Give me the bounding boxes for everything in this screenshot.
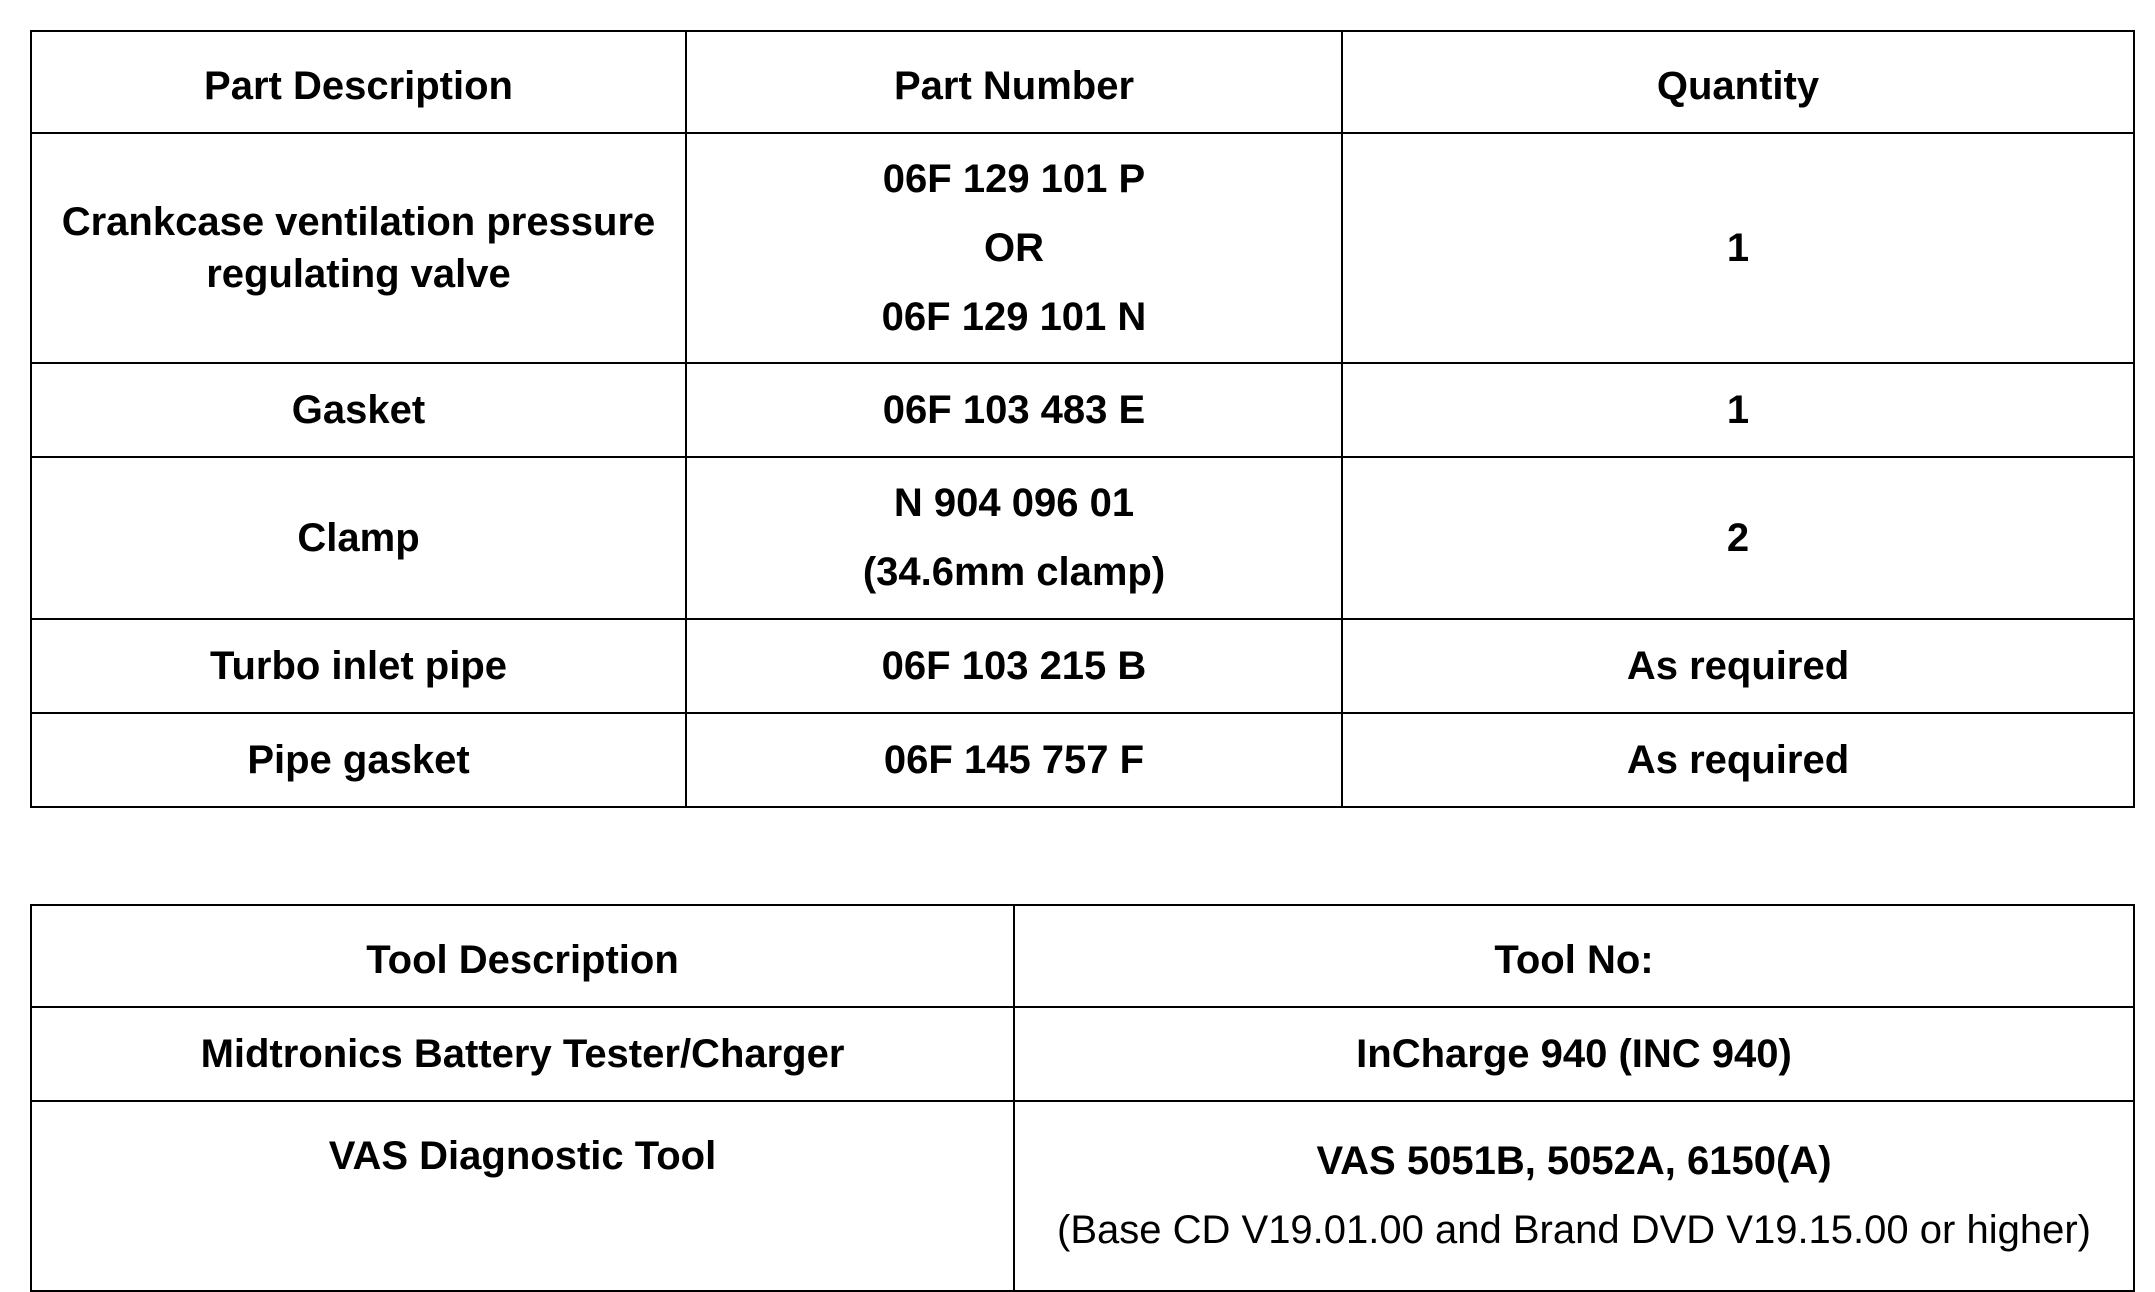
part-number-line: (34.6mm clamp) — [862, 550, 1166, 594]
part-number-cell — [686, 133, 1342, 363]
table-row — [31, 1101, 2134, 1291]
table-row — [31, 457, 2134, 619]
tool-number-line: VAS 5051B, 5052A, 6150(A) — [1316, 1139, 1832, 1183]
tool-number-cell: InCharge 940 (INC 940) — [1014, 1007, 2134, 1101]
part-number-cell: 06F 103 215 B — [686, 619, 1342, 713]
part-number-line: 06F 129 101 N — [881, 294, 1147, 339]
part-number-cell: 06F 103 483 E — [686, 363, 1342, 457]
tools-table — [30, 904, 2135, 1292]
quantity-cell: 1 — [1342, 363, 2134, 457]
table-row — [31, 133, 2134, 363]
quantity-cell: As required — [1342, 713, 2134, 807]
quantity-cell: 2 — [1342, 457, 2134, 619]
header-quantity: Quantity — [1342, 31, 2134, 133]
part-description-cell: Pipe gasket — [31, 713, 686, 807]
part-number-cell — [686, 457, 1342, 619]
header-tool-description: Tool Description — [31, 905, 1014, 1007]
tool-version-note: (Base CD V19.01.00 and Brand DVD V19.15.00 or higher) — [1057, 1208, 2091, 1252]
table-row — [31, 363, 2134, 457]
part-description-cell: Turbo inlet pipe — [31, 619, 686, 713]
part-description-line: Crankcase ventilation pressure — [61, 200, 656, 244]
part-description-cell: Clamp — [31, 457, 686, 619]
part-number-cell: 06F 145 757 F — [686, 713, 1342, 807]
tool-description-cell: VAS Diagnostic Tool — [31, 1101, 1014, 1291]
tools-header-row — [31, 905, 2134, 1007]
tool-description-cell: Midtronics Battery Tester/Charger — [31, 1007, 1014, 1101]
header-part-number: Part Number — [686, 31, 1342, 133]
table-row — [31, 619, 2134, 713]
header-part-description: Part Description — [31, 31, 686, 133]
header-tool-number: Tool No: — [1014, 905, 2134, 1007]
table-row — [31, 1007, 2134, 1101]
part-description-cell — [31, 133, 686, 363]
part-description-line: regulating valve — [206, 252, 511, 296]
part-number-line: 06F 129 101 P — [882, 156, 1146, 201]
quantity-cell: As required — [1342, 619, 2134, 713]
parts-header-row — [31, 31, 2134, 133]
table-row — [31, 713, 2134, 807]
quantity-cell: 1 — [1342, 133, 2134, 363]
part-number-line: N 904 096 01 — [893, 481, 1135, 525]
parts-table — [30, 30, 2135, 808]
part-number-line: OR — [984, 225, 1044, 270]
part-description-cell: Gasket — [31, 363, 686, 457]
tool-number-cell — [1014, 1101, 2134, 1291]
